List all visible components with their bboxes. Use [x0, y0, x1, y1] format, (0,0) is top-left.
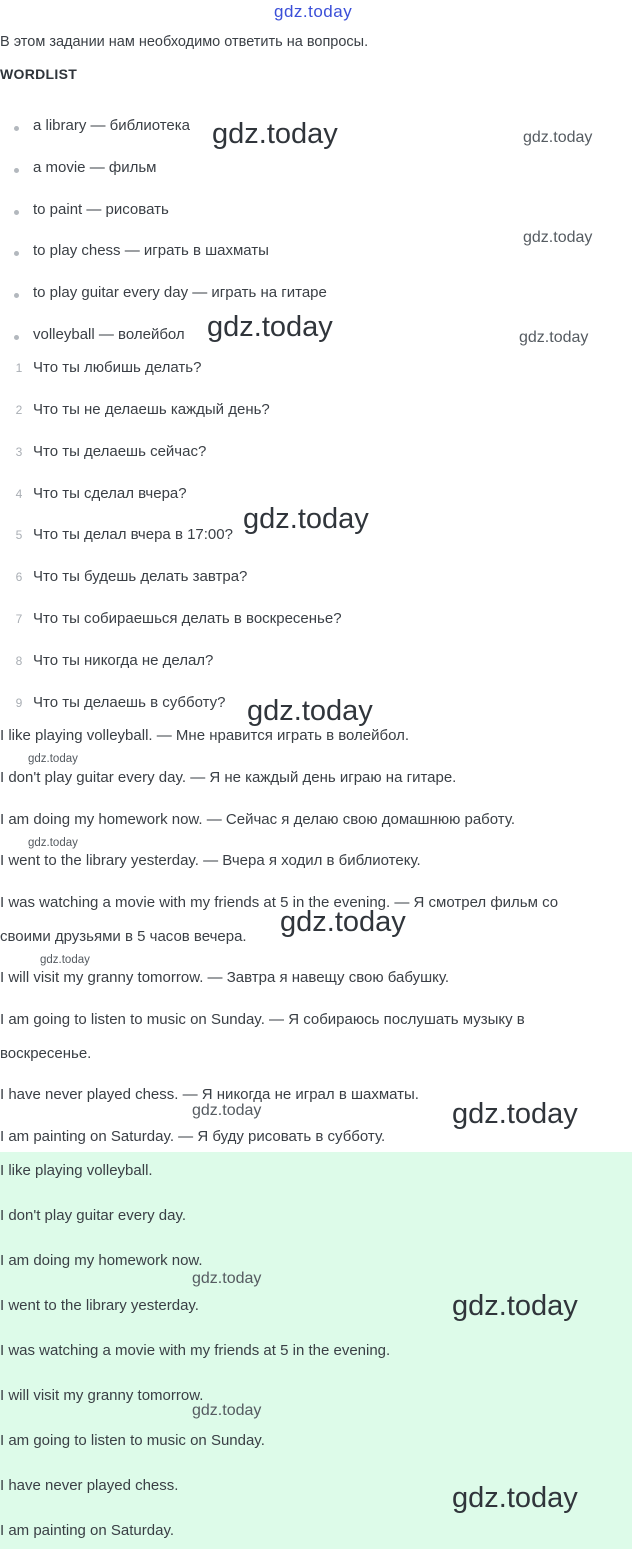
bullet-icon: [14, 251, 19, 256]
translation-line: I don't play guitar every day. — Я не каждый день играю на гитаре.: [0, 769, 457, 786]
site-logo[interactable]: gdz.today: [274, 2, 353, 21]
watermark: gdz.today: [452, 1098, 578, 1130]
question-number: 5: [15, 528, 23, 542]
bullet-icon: [14, 335, 19, 340]
bullet-icon: [14, 126, 19, 131]
translation-line: I am going to listen to music on Sunday. — Я собираюсь послушать музыку в: [0, 1011, 525, 1028]
question-number: 6: [15, 570, 23, 584]
answer-line: I went to the library yesterday.: [0, 1297, 199, 1314]
translation-line: I like playing volleyball. — Мне нравится играть в волейбол.: [0, 727, 410, 744]
translation-line: I am painting on Saturday. — Я буду рисовать в субботу.: [0, 1128, 386, 1145]
question-text: Что ты никогда не делал?: [33, 652, 214, 669]
wordlist-item: to paint — рисовать: [33, 201, 169, 218]
watermark: gdz.today: [40, 954, 90, 966]
watermark: gdz.today: [280, 906, 406, 938]
watermark: gdz.today: [523, 129, 593, 146]
watermark: gdz.today: [452, 1482, 578, 1514]
watermark: gdz.today: [519, 329, 589, 346]
question-text: Что ты сделал вчера?: [33, 485, 187, 502]
question-text: Что ты собираешься делать в воскресенье?: [33, 610, 342, 627]
question-number: 3: [15, 445, 23, 459]
watermark: gdz.today: [207, 311, 333, 343]
question-text: Что ты любишь делать?: [33, 359, 202, 376]
watermark: gdz.today: [192, 1402, 262, 1419]
answer-line: I have never played chess.: [0, 1477, 179, 1494]
translation-line: своими друзьями в 5 часов вечера.: [0, 928, 247, 945]
watermark: gdz.today: [192, 1270, 262, 1287]
question-text: Что ты делаешь в субботу?: [33, 694, 226, 711]
watermark: gdz.today: [243, 503, 369, 535]
wordlist-item: a movie — фильм: [33, 159, 157, 176]
answer-line: I will visit my granny tomorrow.: [0, 1387, 204, 1404]
question-number: 8: [15, 654, 23, 668]
question-number: 9: [15, 696, 23, 710]
translation-line: I went to the library yesterday. — Вчера я ходил в библиотеку.: [0, 852, 421, 869]
answer-line: I am painting on Saturday.: [0, 1522, 174, 1539]
wordlist-item: to play guitar every day — играть на гитаре: [33, 284, 327, 301]
task-intro: В этом задании нам необходимо ответить на вопросы.: [0, 34, 369, 50]
watermark: gdz.today: [28, 753, 78, 765]
wordlist-item: to play chess — играть в шахматы: [33, 242, 269, 259]
question-number: 7: [15, 612, 23, 626]
translation-line: I am doing my homework now. — Сейчас я делаю свою домашнюю работу.: [0, 811, 515, 828]
answer-line: I like playing volleyball.: [0, 1162, 153, 1179]
question-number: 2: [15, 403, 23, 417]
translation-line: I will visit my granny tomorrow. — Завтра я навещу свою бабушку.: [0, 969, 450, 986]
wordlist-item: a library — библиотека: [33, 117, 190, 134]
question-number: 1: [15, 361, 23, 375]
question-number: 4: [15, 487, 23, 501]
translation-line: I have never played chess. — Я никогда не играл в шахматы.: [0, 1086, 419, 1103]
question-text: Что ты делаешь сейчас?: [33, 443, 207, 460]
watermark: gdz.today: [212, 118, 338, 150]
translation-line: I was watching a movie with my friends at 5 in the evening. — Я смотрел фильм со: [0, 894, 559, 911]
bullet-icon: [14, 293, 19, 298]
wordlist-title: WORDLIST: [0, 66, 78, 82]
wordlist-item: volleyball — волейбол: [33, 326, 185, 343]
watermark: gdz.today: [28, 837, 78, 849]
bullet-icon: [14, 210, 19, 215]
watermark: gdz.today: [523, 229, 593, 246]
watermark: gdz.today: [452, 1290, 578, 1322]
question-text: Что ты делал вчера в 17:00?: [33, 526, 233, 543]
question-text: Что ты не делаешь каждый день?: [33, 401, 270, 418]
answer-line: I don't play guitar every day.: [0, 1207, 187, 1224]
answer-line: I was watching a movie with my friends at 5 in the evening.: [0, 1342, 391, 1359]
watermark: gdz.today: [192, 1102, 262, 1119]
bullet-icon: [14, 168, 19, 173]
translation-line: воскресенье.: [0, 1045, 92, 1062]
answer-line: I am doing my homework now.: [0, 1252, 203, 1269]
answer-line: I am going to listen to music on Sunday.: [0, 1432, 265, 1449]
watermark: gdz.today: [247, 695, 373, 727]
question-text: Что ты будешь делать завтра?: [33, 568, 248, 585]
